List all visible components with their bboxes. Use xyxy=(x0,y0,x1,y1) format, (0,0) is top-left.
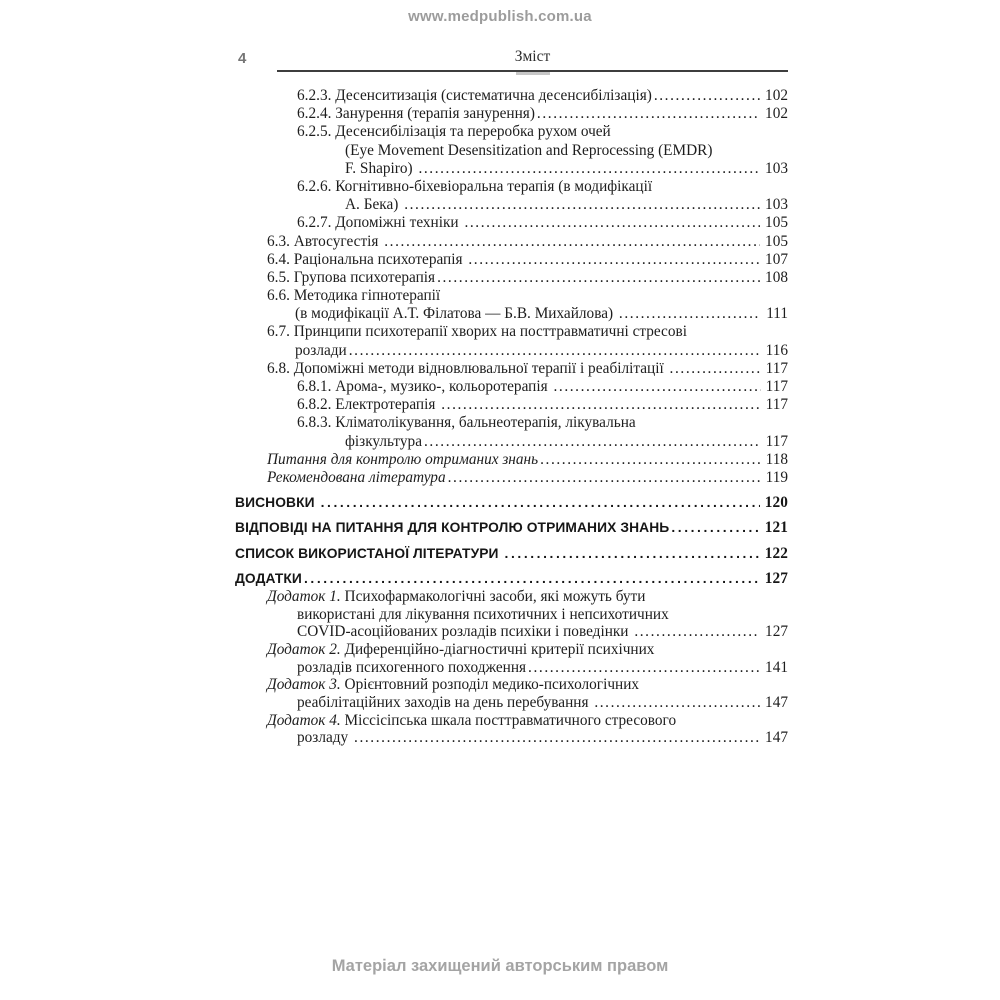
toc-page-number: 117 xyxy=(765,378,788,395)
copyright-watermark: Матеріал захищений авторським правом xyxy=(331,957,669,975)
toc-entry-text: 6.6. Методика гіпнотерапії xyxy=(267,287,441,305)
toc-entry-text: 6.2.6. Когнітивно-біхевіоральна терапія (в модифікації xyxy=(297,177,653,195)
dot-leader xyxy=(619,305,761,323)
toc-page-number: 107 xyxy=(765,250,788,268)
toc-page-number: 102 xyxy=(765,105,788,123)
toc-page-number: 111 xyxy=(766,305,788,323)
toc-entry-text: (в модифікації А.Т. Філатова — Б.В. Михайлова) xyxy=(295,305,617,323)
toc-section-row xyxy=(235,545,788,563)
toc-page-number: 141 xyxy=(765,658,788,676)
toc-entry-text: Рекомендована література xyxy=(267,468,446,486)
toc-row xyxy=(235,105,788,123)
dot-leader xyxy=(448,469,761,487)
toc-entry-text: розладів психогенного походження xyxy=(297,658,527,676)
toc-row xyxy=(235,623,788,641)
dot-leader xyxy=(441,396,760,414)
toc-section-row xyxy=(235,519,788,537)
toc-page-number: 105 xyxy=(765,232,788,250)
dot-leader xyxy=(424,433,761,451)
dot-leader xyxy=(404,196,760,214)
toc-entry-text: 6.3. Автосугестія xyxy=(267,232,383,250)
dot-leader xyxy=(384,233,760,251)
toc-row xyxy=(235,87,788,105)
toc-page-number: 122 xyxy=(764,544,788,562)
toc-entry-text: розлади xyxy=(295,341,347,359)
toc-section-row xyxy=(235,570,788,588)
dot-leader xyxy=(634,623,760,641)
toc-row xyxy=(235,676,788,694)
toc-page-number: 127 xyxy=(764,569,788,587)
toc-section-row xyxy=(235,494,788,512)
toc-page-number: 116 xyxy=(765,341,788,359)
toc-row xyxy=(235,360,788,378)
toc-row xyxy=(235,123,788,141)
toc-list xyxy=(235,87,788,747)
toc-page-number: 127 xyxy=(765,623,788,641)
toc-entry-text: 6.2.4. Занурення (терапія занурення) xyxy=(297,105,535,123)
toc-entry-text: використані для лікування психотичних і непсихотичних xyxy=(297,605,669,623)
toc-row xyxy=(235,214,788,232)
dot-leader xyxy=(304,570,760,588)
appendix-label: Додаток 2. xyxy=(267,640,341,658)
toc-row xyxy=(235,694,788,712)
header-rule-highlight xyxy=(516,72,550,75)
toc-entry-text: Психофармакологічні засоби, які можуть бути xyxy=(340,587,646,605)
toc-entry-text: реабілітаційних заходів на день перебування xyxy=(297,694,593,711)
toc-entry-text: 6.8.3. Кліматолікування, бальнеотерапія, лікувальна xyxy=(297,414,636,432)
toc-entry-text: ДОДАТКИ xyxy=(235,570,302,586)
toc-row xyxy=(235,588,788,606)
dot-leader xyxy=(468,251,760,269)
dot-leader xyxy=(464,214,760,232)
toc-page-number: 117 xyxy=(765,432,788,450)
toc-entry-text: А. Бека) xyxy=(345,196,403,214)
toc-row xyxy=(235,269,788,287)
toc-entry-text: 6.8. Допоміжні методи відновлювальної терапії і реабілітації xyxy=(267,359,668,377)
running-title: Зміст xyxy=(514,48,551,65)
dot-leader xyxy=(505,545,760,563)
toc-entry-text: СПИСОК ВИКОРИСТАНОЇ ЛІТЕРАТУРИ xyxy=(235,545,503,561)
toc-entry-text: ВІДПОВІДІ НА ПИТАННЯ ДЛЯ КОНТРОЛЮ ОТРИМАНИХ ЗНАНЬ xyxy=(235,520,670,536)
toc-page-number: 118 xyxy=(765,450,788,468)
toc-entry-text: 6.2.5. Десенсибілізація та переробка рухом очей xyxy=(297,123,611,141)
dot-leader xyxy=(670,360,761,378)
appendix-label: Додаток 1. xyxy=(267,587,341,605)
toc-entry-text: 6.7. Принципи психотерапії хворих на посттравматичні стресові xyxy=(267,323,687,341)
toc-entry-text: Міссісіпська шкала посттравматичного стресового xyxy=(340,711,677,729)
toc-row xyxy=(235,378,788,396)
toc-row xyxy=(235,469,788,487)
toc-row xyxy=(235,287,788,305)
toc-entry-text: 6.2.3. Десенситизація (систематична десенсибілізація) xyxy=(297,87,652,104)
toc-row xyxy=(235,160,788,178)
toc-entry-text: COVID-асоційованих розладів психіки і поведінки xyxy=(297,623,633,641)
site-watermark: www.medpublish.com.ua xyxy=(408,8,592,25)
dot-leader xyxy=(537,105,760,123)
toc-page-number: 102 xyxy=(765,87,788,104)
dot-leader xyxy=(654,87,760,105)
toc-row xyxy=(235,233,788,251)
toc-row xyxy=(235,659,788,677)
toc-page-number: 103 xyxy=(765,159,788,177)
dot-leader xyxy=(349,342,761,360)
toc-row xyxy=(235,178,788,196)
dot-leader xyxy=(553,378,760,396)
appendix-label: Додаток 4. xyxy=(267,711,341,729)
toc-page-number: 119 xyxy=(765,468,788,486)
toc-entry-text: ВИСНОВКИ xyxy=(235,495,319,511)
toc-page-number: 117 xyxy=(765,396,788,414)
toc-entry-text: 6.5. Групова психотерапія xyxy=(267,268,436,286)
dot-leader xyxy=(528,659,760,677)
toc-entry-text: 6.4. Раціональна психотерапія xyxy=(267,250,467,268)
dot-leader xyxy=(437,269,760,287)
toc-entry-text: 6.8.2. Електротерапія xyxy=(297,396,440,414)
toc-entry-text: Диференційно-діагностичні критерії психічних xyxy=(340,640,655,658)
toc-page-number: 108 xyxy=(765,268,788,286)
toc-row xyxy=(235,305,788,323)
dot-leader xyxy=(671,519,759,537)
toc-entry-text: фізкультура xyxy=(345,432,422,450)
toc-row xyxy=(235,606,788,624)
toc-row xyxy=(235,342,788,360)
toc-entry-text: 6.8.1. Арома-, музико-, кольоротерапія xyxy=(297,378,552,395)
toc-entry-text: Орієнтовний розподіл медико-психологічних xyxy=(340,676,640,694)
dot-leader xyxy=(418,160,760,178)
toc-row xyxy=(235,712,788,730)
toc-entry-text: Питання для контролю отриманих знань xyxy=(267,450,539,468)
toc-row xyxy=(235,142,788,160)
toc-row xyxy=(235,251,788,269)
toc-page-number: 121 xyxy=(764,519,788,537)
toc-entry-text: розладу xyxy=(297,729,353,747)
toc-row xyxy=(235,414,788,432)
toc-page-number: 117 xyxy=(765,359,788,377)
toc-row xyxy=(235,196,788,214)
toc-row xyxy=(235,396,788,414)
page-number-folio: 4 xyxy=(238,50,247,67)
appendix-label: Додаток 3. xyxy=(267,676,341,694)
toc-row xyxy=(235,641,788,659)
dot-leader xyxy=(540,451,761,469)
dot-leader xyxy=(594,694,760,712)
toc-page-number: 147 xyxy=(765,729,788,747)
toc-row xyxy=(235,433,788,451)
toc-entry-text: (Eye Movement Desensitization and Reprocessing (EMDR) xyxy=(345,141,713,159)
dot-leader xyxy=(321,494,760,512)
toc-row xyxy=(235,323,788,341)
dot-leader xyxy=(354,729,760,747)
toc-row xyxy=(235,451,788,469)
toc-entry-text: F. Shapiro) xyxy=(345,159,417,177)
toc-page-number: 105 xyxy=(765,214,788,232)
toc-page-number: 120 xyxy=(764,494,788,512)
toc-page-number: 147 xyxy=(765,694,788,711)
toc-page-number: 103 xyxy=(765,196,788,214)
toc-row xyxy=(235,729,788,747)
toc-entry-text: 6.2.7. Допоміжні техніки xyxy=(297,214,463,232)
